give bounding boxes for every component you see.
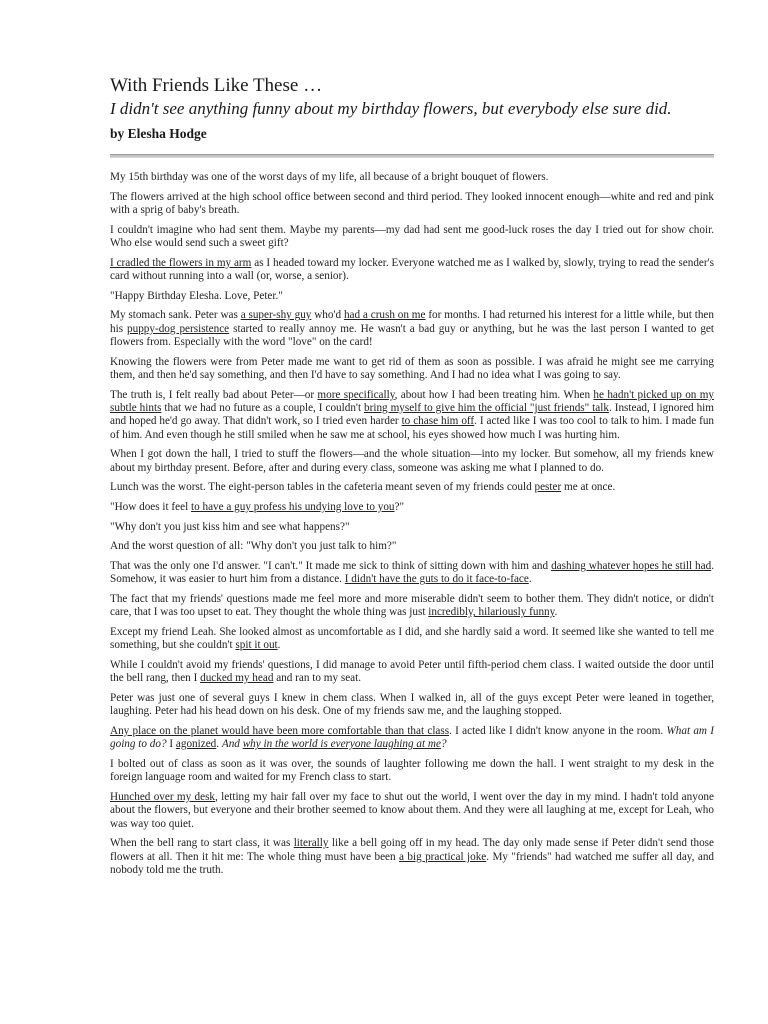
paragraph-text: My stomach sank. Peter was [110,309,241,322]
underlined-phrase: puppy-dog persistence [127,322,230,335]
paragraph-text: and ran to my seat. [273,672,362,685]
paragraph-text: . [554,606,558,619]
paragraph-text: . I acted like I was too cool to talk to him. I made fun of him. And even though he still smiled when he saw me at school, his eyes showed how much I was hurting him. [110,415,715,441]
paragraph-text: , letting my hair fall over my face to shut out the world, I went over the day in my mind. I hadn't told anyone about the flowers, but everyone and their brother seemed to know about them. And they were all laughing at me, except for Leah, who was way too quiet. [110,790,714,830]
italic-phrase: And [221,738,243,751]
article-paragraph [110,501,714,514]
italic-phrase: What am I going to do? [110,724,714,751]
paragraph-text: I bolted out of class as soon as it was over, the sounds of laughter following me down the hall. I went straight to my desk in the foreign language room and waited for my French class to start. [110,757,714,784]
paragraph-text: started to really annoy me. He wasn't a bad guy or anything, but he was the last person I wanted to get flowers from. Especially with the word "love" on the card! [110,322,714,348]
paragraph-text: "Happy Birthday Elesha. Love, Peter." [110,289,283,302]
paragraph-text: . [528,573,532,586]
paragraph-text: And the worst question of all: "Why don't you just talk to him?" [110,540,397,553]
paragraph-text: When the bell rang to start class, it was [110,837,294,850]
underlined-phrase: Hunched over my desk [110,790,216,803]
article-paragraph [110,540,714,553]
underlined-phrase: he hadn't picked up on my subtle hints [110,388,715,414]
article-paragraph [110,560,714,587]
article-paragraph [110,257,714,284]
paragraph-text: "How does it feel [110,501,191,513]
article-byline: by Elesha Hodge [110,126,207,141]
underlined-phrase: I didn't have the guts to do it face-to-face [344,573,529,586]
article-paragraph [110,725,714,752]
paragraph-text: Lunch was the worst. The eight-person tables in the cafeteria meant seven of my friends could [110,481,535,494]
underlined-phrase: to have a guy profess his undying love to you [191,501,395,513]
paragraph-text: that we had no future as a couple, I couldn't [161,402,365,414]
underlined-phrase: to chase him off [401,415,475,428]
article-paragraph [110,481,714,494]
paragraph-text: . Somehow, it was easier to hurt him from a distance. [110,559,714,586]
paragraph-text: who'd [311,309,344,322]
paragraph-text: Except my friend Leah. She looked almost as uncomfortable as I did, and she hardly said a word. It seemed like she wanted to tell me something, but she couldn't [110,625,714,652]
paragraph-text: like a bell going off in my head. The day only made sense if Peter didn't send those flowers at all. Then it hit me: The whole thing must have been [110,837,714,863]
underlined-phrase: more specifically [317,388,395,401]
paragraph-text: . I acted like I didn't know anyone in the room. [449,724,667,737]
article-paragraph [110,593,714,620]
underlined-phrase: Any place on the planet would have been more comfortable than that class [110,724,450,737]
underlined-phrase: spit it out [235,639,278,652]
paragraph-text: The flowers arrived at the high school office between second and third period. They looked innocent enough—white and red and pink with a sprig of baby's breath. [110,190,714,216]
article-paragraph [110,758,714,785]
paragraph-text: for months. I had returned his interest for a little while, but then his [110,309,714,335]
underlined-phrase: pester [534,481,562,494]
underlined-phrase: a big practical joke [399,850,487,863]
article-paragraph [110,191,714,218]
paragraph-text: My 15th birthday was one of the worst days of my life, all because of a bright bouquet of flowers. [110,171,549,183]
article-paragraph [110,389,714,443]
paragraph-text: I couldn't imagine who had sent them. Maybe my parents—my dad had sent me good-luck roses the day I tried out for show choir. Who else would send such a sweet gift? [110,223,714,249]
underlined-phrase: literally [293,837,329,850]
paragraph-text: When I got down the hall, I tried to stuff the flowers—and the whole situation—into my locker. But somehow, all my friends knew about my birthday present. Before, after and during every class, someone was asking me what I planned to do. [110,448,714,474]
paragraph-text: Peter was just one of several guys I knew in chem class. When I walked in, all of the guys except Peter were leaned in together, laughing. Peter had his head down on his desk. One of my friends saw me, and the laughing stopped. [110,691,714,718]
article-title: With Friends Like These … [110,75,323,96]
paragraph-text: I [166,738,176,751]
article-paragraph [110,356,714,383]
article-paragraph [110,837,714,877]
underlined-phrase: agonized [175,738,217,751]
paragraph-text: "Why don't you just kiss him and see what happens?" [110,520,350,533]
article-paragraph [110,171,714,184]
article-paragraph [110,791,714,831]
article-paragraph [110,626,714,653]
paragraph-text: Knowing the flowers were from Peter made me want to get rid of them as soon as possible. I was afraid he might see me carrying them, and then he'd say something, and then I'd have to say something. And I had no idea what I was going to say. [110,355,714,381]
paragraph-text: . My "friends" had watched me suffer all day, and nobody told me the truth. [110,850,715,876]
article-paragraph [110,521,714,534]
article-paragraph [110,309,714,349]
paragraph-text: me at once. [561,481,616,494]
underlined-phrase: dashing whatever hopes he still had [551,559,712,572]
header-divider [110,154,714,158]
paragraph-text: The truth is, I felt really bad about Peter—or [110,388,318,401]
underlined-phrase: ducked my head [200,672,274,685]
article-paragraph [110,224,714,251]
paragraph-text: The fact that my friends' questions made me feel more and more miserable didn't seem to bother them. They didn't notice, or didn't care, that I was too upset to eat. They thought the whole thing was just [110,592,714,619]
paragraph-text: ?" [394,501,405,513]
paragraph-text: as I headed toward my locker. Everyone watched me as I walked by, slowly, trying to read the sender's card without running into a wall (or, worse, a senior). [110,256,714,282]
italic-phrase: ? [440,738,447,751]
underlined-phrase: bring myself to give him the official "just friends" talk [364,402,609,414]
article-page [110,74,714,884]
article-paragraph [110,692,714,719]
underlined-phrase: I cradled the flowers in my arm [110,256,252,269]
paragraph-text: , about how I had been treating him. When [394,388,594,401]
underlined-phrase: why in the world is everyone laughing at me [242,738,441,751]
underlined-phrase: had a crush on me [343,309,426,322]
paragraph-text: While I couldn't avoid my friends' questions, I did manage to avoid Peter until fifth-period chem class. I waited outside the door until the bell rang, then I [110,658,714,685]
underlined-phrase: a super-shy guy [240,309,312,322]
paragraph-text: . [216,738,222,751]
paragraph-text: That was the only one I'd answer. "I can't." It made me sick to think of sitting down with him and [110,559,552,572]
paragraph-text: . [277,639,281,652]
underlined-phrase: incredibly, hilariously funny [428,606,555,619]
article-body [110,171,714,877]
article-paragraph [110,659,714,686]
article-paragraph [110,290,714,303]
article-paragraph [110,448,714,475]
paragraph-text: . Instead, I ignored him and hoped he'd go away. That didn't work, so I tried even harder [110,402,714,428]
article-subtitle: I didn't see anything funny about my birthday flowers, but everybody else sure did. [110,99,672,118]
